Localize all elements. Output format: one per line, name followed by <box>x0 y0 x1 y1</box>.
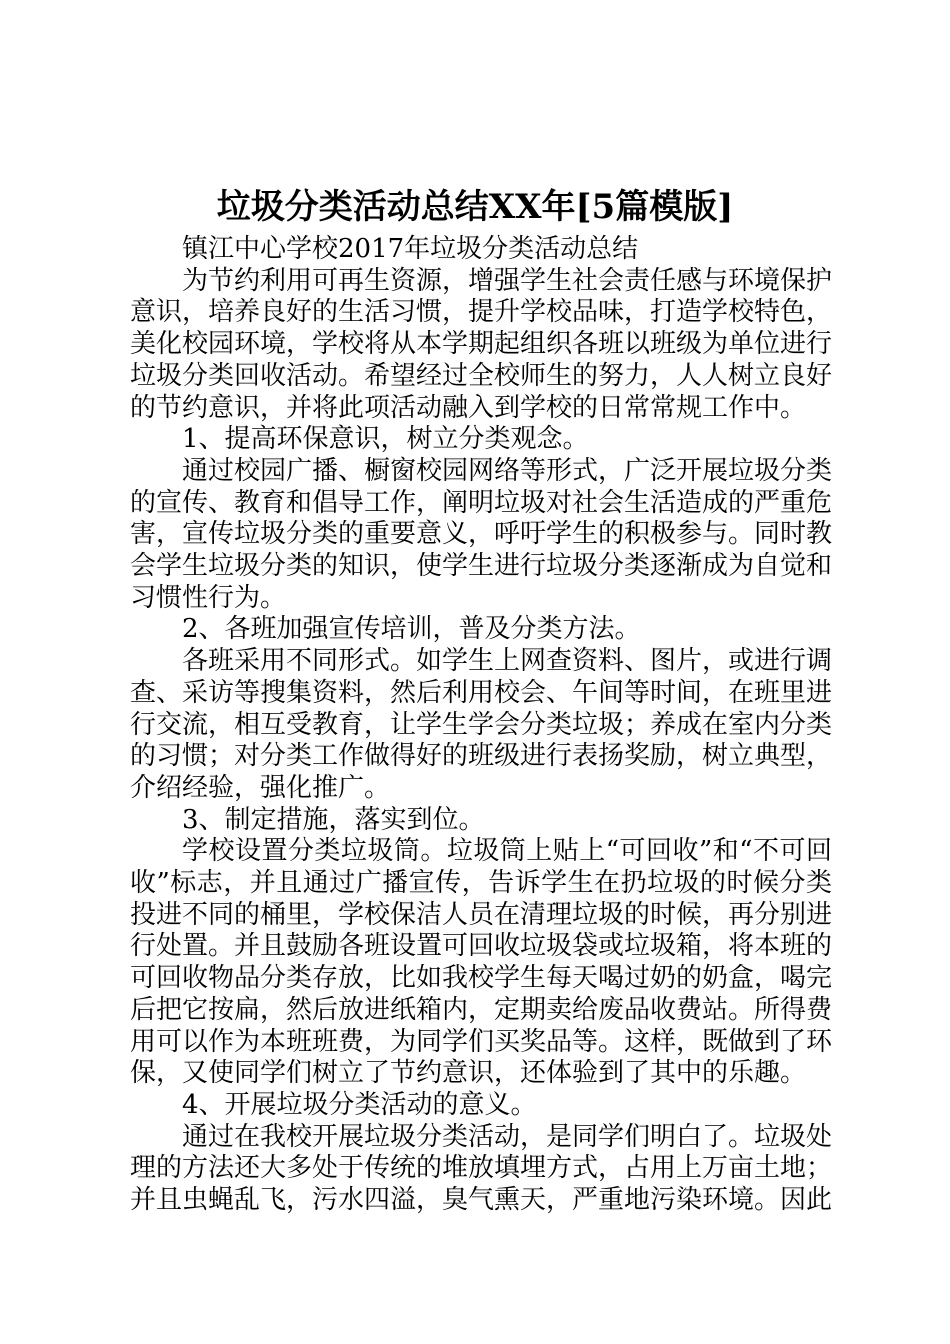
section-heading-2: 2、各班加强宣传培训，普及分类方法。 <box>182 614 641 645</box>
document-body <box>130 234 832 1217</box>
paragraph-section-1: 通过校园广播、橱窗校园网络等形式，广泛开展垃圾分类的宣传、教育和倡导工作，阐明垃圾对社会生活造成的严重危害，宣传垃圾分类的重要意义，呼吁学生的积极参与。同时教会学生垃圾分类的知识，使学生进行垃圾分类逐渐成为自觉和习惯性行为。 <box>130 455 833 613</box>
section-heading-4: 4、开展垃圾分类活动的意义。 <box>182 1089 537 1120</box>
paragraph-section-4: 通过在我校开展垃圾分类活动，是同学们明白了。垃圾处理的方法还大多处于传统的堆放填埋方式，占用上万亩土地；并且虫蝇乱飞，污水四溢，臭气熏天，严重地污染环境。因此 <box>130 1121 833 1216</box>
section-heading-1: 1、提高环保意识，树立分类观念。 <box>182 424 589 455</box>
paragraph-section-2: 各班采用不同形式。如学生上网查资料、图片，或进行调查、采访等搜集资料，然后利用校会、午间等时间，在班里进行交流，相互受教育，让学生学会分类垃圾；养成在室内分类的习惯；对分类工作做得好的班级进行表扬奖励，树立典型，介绍经验，强化推广。 <box>130 646 833 803</box>
document-title: 垃圾分类活动总结XX年[5篇模版] <box>216 187 734 227</box>
section-heading-3: 3、制定措施，落实到位。 <box>182 804 485 835</box>
paragraph-intro: 为节约利用可再生资源，增强学生社会责任感与环境保护意识，培养良好的生活习惯，提升学校品味，打造学校特色，美化校园环境，学校将从本学期起组织各班以班级为单位进行垃圾分类回收活动。希望经过全校师生的努力，人人树立良好的节约意识，并将此项活动融入到学校的日常常规工作中。 <box>130 265 833 423</box>
paragraph-school-heading: 镇江中心学校2017年垃圾分类活动总结 <box>182 234 639 264</box>
paragraph-section-3: 学校设置分类垃圾筒。垃圾筒上贴上“可回收”和“不可回收”标志，并且通过广播宣传，告诉学生在扔垃圾的时候分类投进不同的桶里，学校保洁人员在清理垃圾的时候，再分别进行处置。并且鼓励各班设置可回收垃圾袋或垃圾箱，将本班的可回收物品分类存放，比如我校学生每天喝过奶的奶盒，喝完后把它按扁，然后放进纸箱内，定期卖给废品收费站。所得费用可以作为本班班费，为同学们买奖品等。这样，既做到了环保，又使同学们树立了节约意识，还体验到了其中的乐趣。 <box>130 836 833 1089</box>
